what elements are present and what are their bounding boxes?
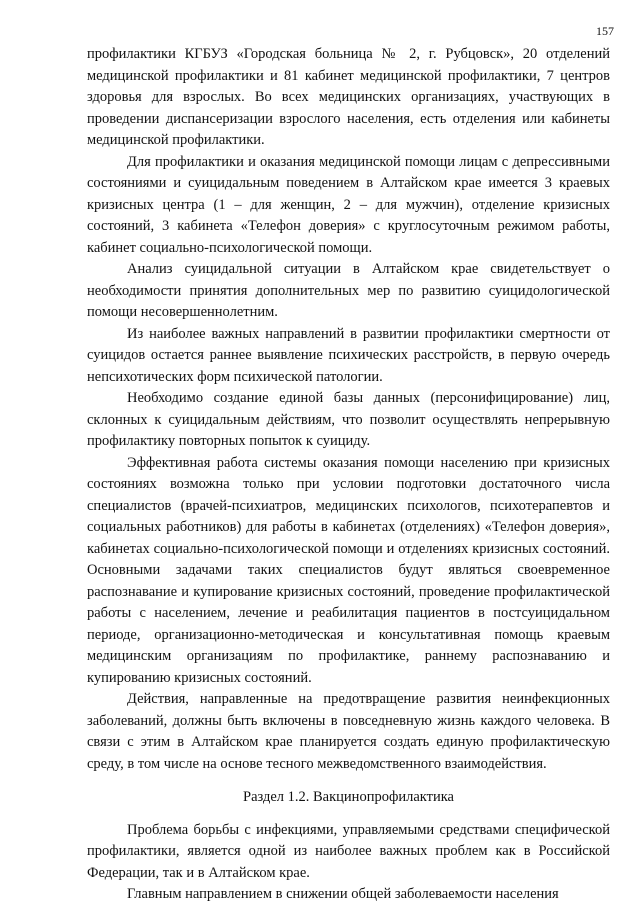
paragraph: Из наиболее важных направлений в развитии профилактики смертности от суицидов остается раннее выявление психических расстройств, в первую очередь непсихотических форм психической патологии. [87,325,610,385]
paragraph: Анализ суицидальной ситуации в Алтайском крае свидетельствует о необходимости принятия дополнительных мер по развитию суицидологической помощи несовершеннолетним. [87,261,610,320]
paragraph: Для профилактики и оказания медицинской помощи лицам с депрессивными состояниями и суицидальным поведением в Алтайском крае имеется 3 краевых кризисных центра (1 – для женщин, 2 – для мужчин), отделение кризисных состояний, 3 кабинета «Телефон доверия» с круглосуточным режимом работы, кабинет социально-психологической помощи. [87,153,610,256]
paragraph: Главным направлением в снижении общей заболеваемости населения [127,886,559,902]
paragraph: профилактики КГБУЗ «Городская больница № 2, г. Рубцовск», 20 отделений медицинской профилактики и 81 кабинет медицинской профилактики, 7 центров здоровья для взрослых. Во всех медицинских организациях, участвующих в проведении диспансеризации взрослого населения, есть отделения или кабинеты медицинской профилактики. [87,46,610,148]
paragraph: Необходимо создание единой базы данных (персонифицирование) лиц, склонных к суицидальным действиям, что позволит осуществлять непрерывную профилактику повторных попыток к суициду. [87,390,610,449]
page-number: 157 [596,24,614,38]
paragraph: Проблема борьбы с инфекциями, управляемыми средствами специфической профилактики, является одной из наиболее важных проблем как в Российской Федерации, так и в Алтайском крае. [87,821,610,881]
text-body [87,44,610,906]
paragraph: Эффективная работа системы оказания помощи населению при кризисных состояниях возможна только при условии подготовки достаточного числа специалистов (врачей-психиатров, медицинских психологов, психотерапевтов и социальных работников) для работы в кабинетах (отделениях) «Телефон доверия», кабинетах социально-психологической помощи и отделениях кризисных состояний. Основными задачами таких специалистов будут являться своевременное распознавание и купирование кризисных состояний, проведение профилактической работы с населением, лечение и реабилитация пациентов в постсуицидальном периоде, организационно-методическая и консультативная помощь краевым медицинским организациям по профилактике, раннему распознаванию и купированию кризисных состояний. [87,454,610,686]
section-heading: Раздел 1.2. Вакцинопрофилактика [243,789,454,805]
paragraph: Действия, направленные на предотвращение развития неинфекционных заболеваний, должны быть включены в повседневную жизнь каждого человека. В связи с этим в Алтайском крае планируется создать единую профилактическую среду, в том числе на основе тесного межведомственного взаимодействия. [87,691,610,772]
